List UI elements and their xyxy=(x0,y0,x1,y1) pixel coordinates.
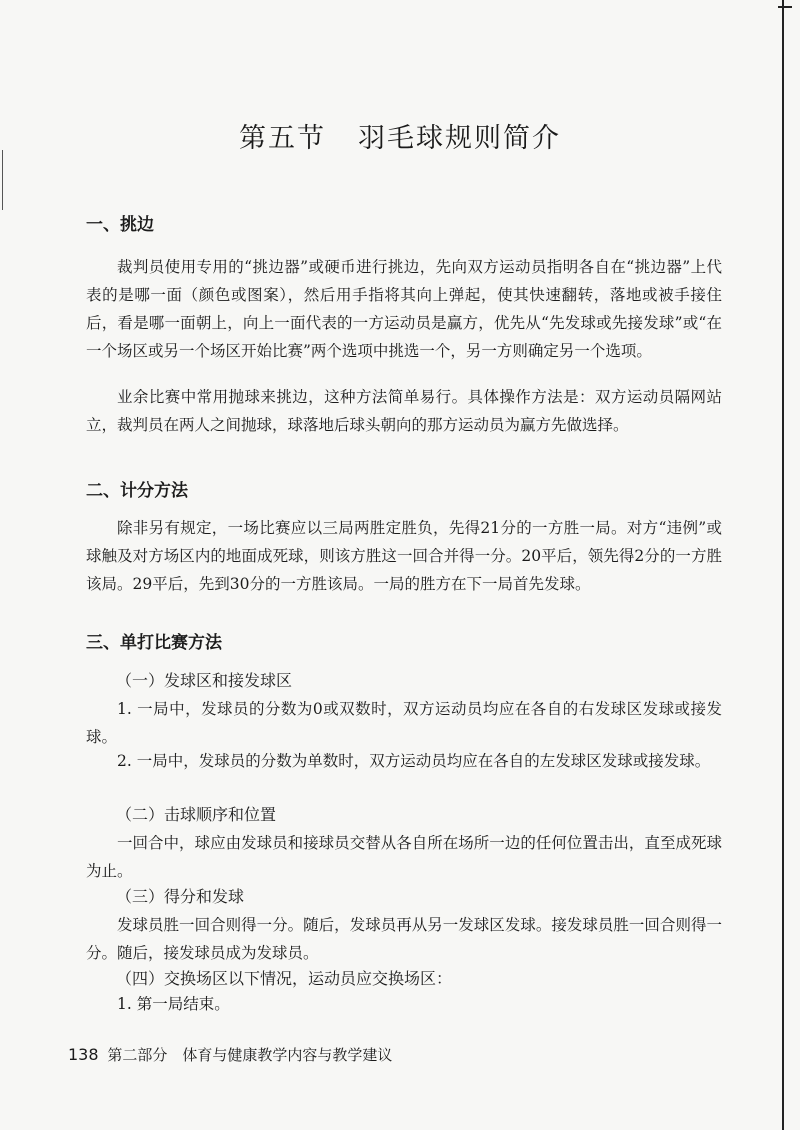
subsection-3-paragraph-1: 发球员胜一回合则得一分。随后，发球员再从另一发球区发球。接发球员胜一回合则得一分。随后，接发球员成为发球员。 xyxy=(86,916,722,962)
subheading-4: （四）交换场区以下情况，运动员应交换场区： xyxy=(116,969,453,988)
subsection-2-paragraph-1: 一回合中，球应由发球员和接球员交替从各自所在场所一边的任何位置击出，直至成死球为止。 xyxy=(86,834,722,880)
subheading-1: （一）发球区和接发球区 xyxy=(116,671,293,690)
scan-edge-tick xyxy=(778,6,792,8)
section-heading-3: 三、单打比赛方法 xyxy=(86,633,222,653)
subsection-4-paragraph-1: 1. 第一局结束。 xyxy=(117,995,230,1013)
subsection-1-paragraph-2: 2. 一局中，发球员的分数为单数时，双方运动员均应在各自的左发球区发球或接发球。 xyxy=(117,752,711,770)
title-text: 羽毛球规则简介 xyxy=(358,123,561,154)
section-1-paragraph-2: 业余比赛中常用抛球来挑边，这种方法简单易行。具体操作方法是：双方运动员隔网站立，裁判员在两人之间抛球，球落地后球头朝向的那方运动员为赢方先做选择。 xyxy=(86,388,722,434)
page-footer xyxy=(68,1044,392,1065)
scan-edge-line xyxy=(782,0,784,1130)
subheading-2: （二）击球顺序和位置 xyxy=(116,805,277,824)
footer-text: 第二部分 体育与健康教学内容与教学建议 xyxy=(107,1046,393,1064)
section-heading-2: 二、计分方法 xyxy=(86,481,188,501)
scan-left-mark xyxy=(2,150,3,210)
page-title xyxy=(0,116,800,155)
subheading-3: （三）得分和发球 xyxy=(116,887,245,906)
section-2-paragraph-1: 除非另有规定，一场比赛应以三局两胜定胜负，先得21分的一方胜一局。对方“违例”或球触及对方场区内的地面成死球，则该方胜这一回合并得一分。20平后，领先得2分的一方胜该局。29平后，先到30分的一方胜该局。一局的胜方在下一局首先发球。 xyxy=(86,519,722,593)
section-heading-1: 一、挑边 xyxy=(86,215,154,235)
subsection-1-paragraph-1: 1. 一局中，发球员的分数为0或双数时，双方运动员均应在各自的右发球区发球或接发球。 xyxy=(86,700,722,746)
title-section-number: 第五节 xyxy=(239,123,326,154)
section-1-paragraph-1: 裁判员使用专用的“挑边器”或硬币进行挑边，先向双方运动员指明各自在“挑边器”上代表的是哪一面（颜色或图案），然后用手指将其向上弹起，使其快速翻转，落地或被手接住后，看是哪一面朝上，向上一面代表的一方运动员是赢方，优先从“先发球或先接发球”或“在一个场区或另一个场区开始比赛”两个选项中挑选一个，另一方则确定另一个选项。 xyxy=(86,258,722,360)
page-number: 138 xyxy=(68,1045,99,1064)
